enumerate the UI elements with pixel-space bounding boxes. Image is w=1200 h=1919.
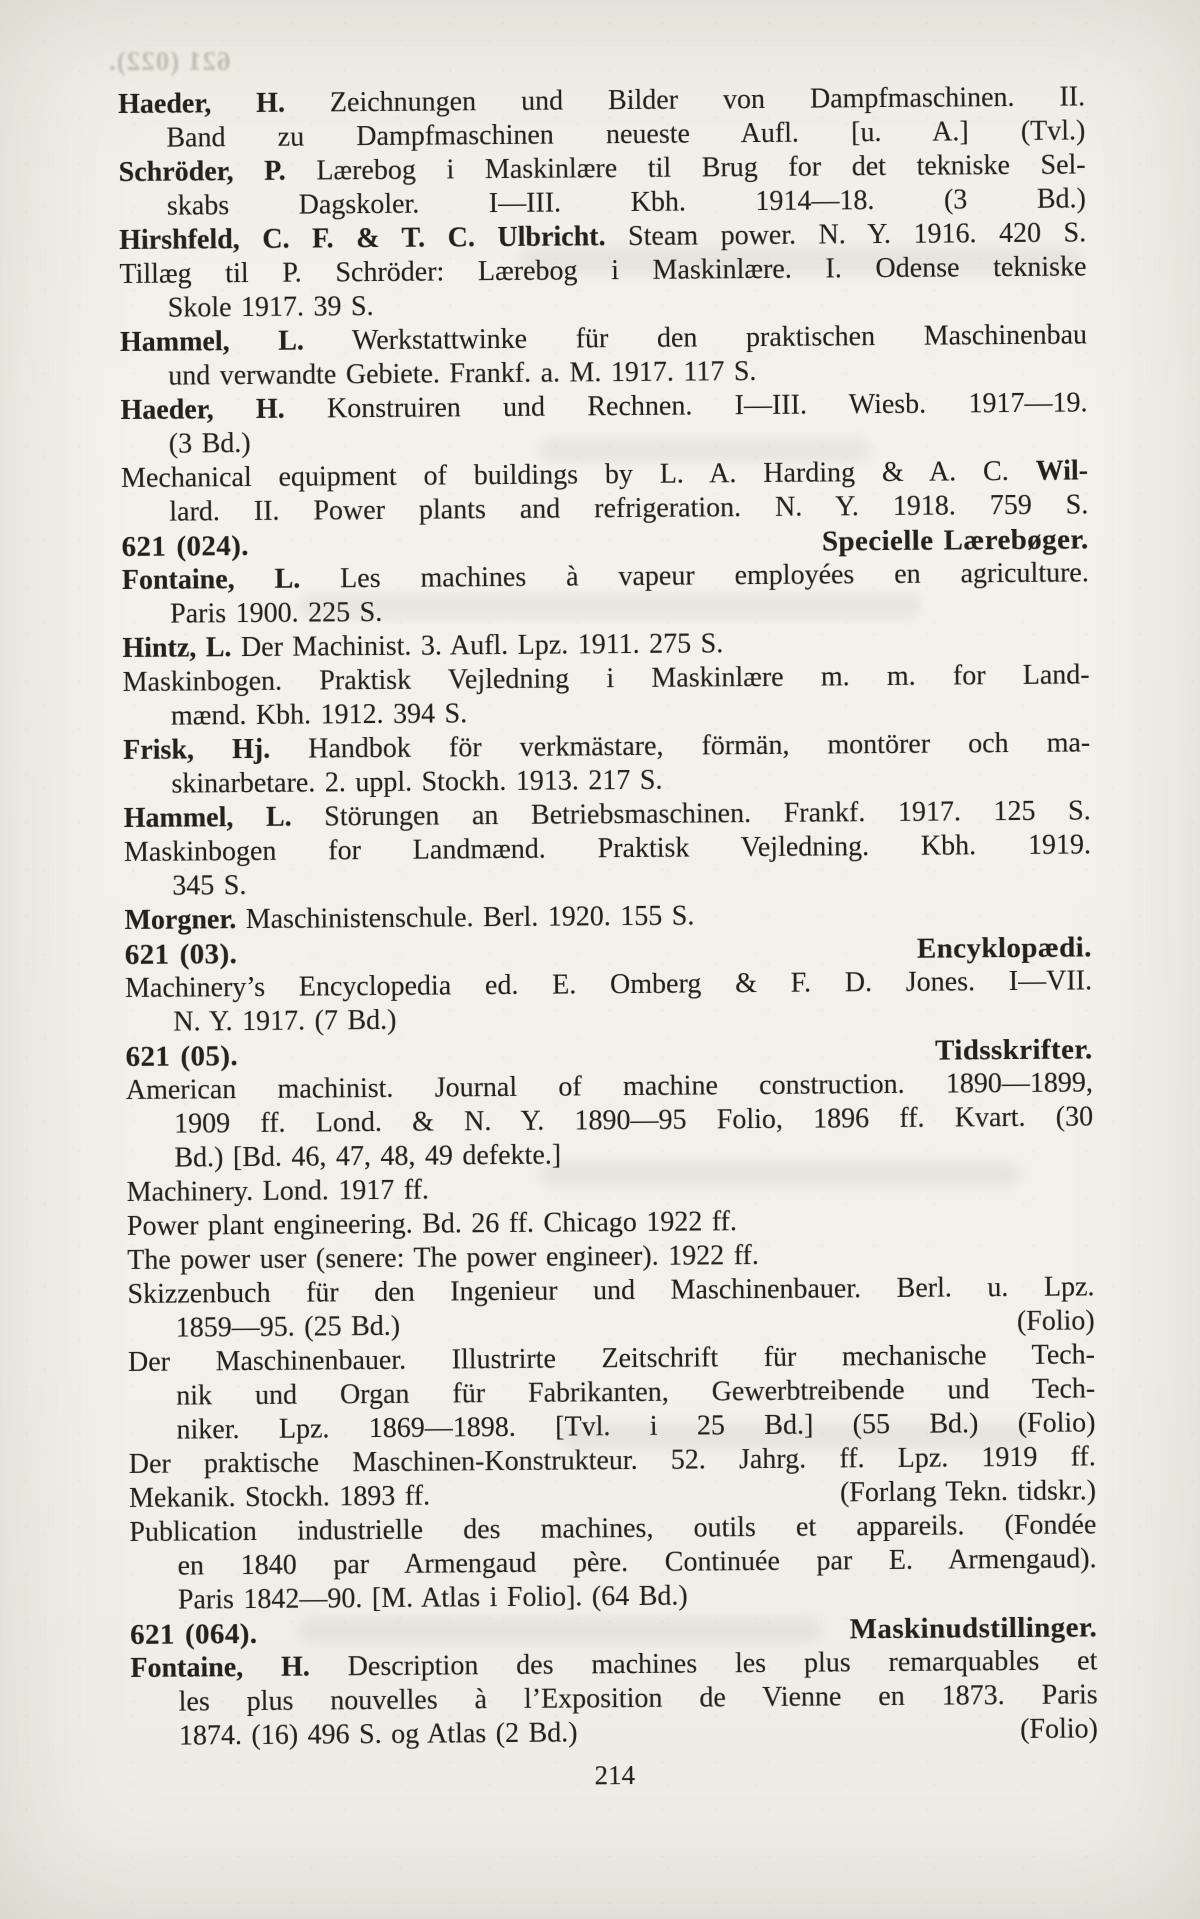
- entry-text: Machinery’s Encyclopedia ed. E. Omberg & F. D. Jones. I—VII.: [124, 965, 1093, 1004]
- entry-text: Machinery. Lond. 1917 ff.: [126, 1174, 430, 1208]
- entry-text: les plus nouvelles à l’Exposition de Vienne en 1873. Paris: [178, 1679, 1098, 1718]
- bib-line-text: [169, 489, 1088, 527]
- entry-text: 1874. (16) 496 S. og Atlas (2 Bd.): [178, 1717, 578, 1752]
- bib-line-text: [179, 1716, 578, 1753]
- bib-line: [131, 1712, 1098, 1754]
- entry-text: Mechanical equipment of buildings by L. A. Harding & A. C.: [120, 455, 1036, 494]
- bib-line-text: [122, 628, 723, 664]
- bib-line-text: [121, 455, 1088, 494]
- section-code: [125, 1039, 238, 1074]
- bib-line-text: [119, 217, 1086, 256]
- section-heading-label: Encyklopædi.: [916, 931, 1092, 965]
- entry-text: Konstruiren und Rechnen. I—III. Wiesb. 1917—19.: [284, 387, 1088, 425]
- author-name: Fontaine, H.: [130, 1651, 310, 1684]
- bib-line-text: [171, 765, 662, 800]
- entry-text: Handbok för verkmästare, förmän, montörer och ma-: [270, 727, 1091, 765]
- entry-text: Zeichnungen und Bilder von Dampfmaschinen. II.: [284, 81, 1086, 119]
- entry-text: Description des machines les plus remarquables et: [309, 1645, 1098, 1683]
- entry-text: skabs Dagskoler. I—III. Kbh. 1914—18. (3 Bd.): [166, 183, 1087, 222]
- bib-line-text: [119, 149, 1086, 188]
- bib-line-text: [127, 1271, 1094, 1310]
- author-name: Schröder, P.: [118, 155, 286, 188]
- entry-text: Skole 1917. 39 S.: [167, 290, 374, 324]
- author-name: 621 (05).: [125, 1040, 239, 1073]
- entry-text: Maskinbogen for Landmænd. Praktisk Vejledning. Kbh. 1919.: [123, 829, 1092, 868]
- bib-line-text: [126, 1067, 1093, 1106]
- entry-text: niker. Lpz. 1869—1898. [Tvl. i 25 Bd.] (55 Bd.) (Folio): [176, 1407, 1096, 1446]
- bib-line-text: [166, 115, 1085, 153]
- author-name: Morgner.: [124, 904, 237, 936]
- bib-line-text: [130, 1645, 1097, 1684]
- author-name: 621 (064).: [130, 1617, 258, 1651]
- bib-line-text: [168, 291, 374, 324]
- bib-line-text: [127, 1175, 429, 1208]
- right-note: (Folio): [1020, 1713, 1099, 1745]
- author-name: Hammel, L.: [123, 801, 292, 834]
- entry-text: und verwandte Gebiete. Frankf. a. M. 1917. 117 S.: [168, 355, 757, 392]
- entry-text: Der praktische Maschinen-Konstrukteur. 52. Jahrg. ff. Lpz. 1919 ff.: [128, 1441, 1096, 1480]
- bib-line-text: [171, 698, 467, 731]
- entry-text: (3 Bd.): [168, 427, 251, 460]
- entry-text: 1909 ff. Lond. & N. Y. 1890—95 Folio, 1896 ff. Kvart. (30: [174, 1101, 1094, 1140]
- entry-text: Skizzenbuch für den Ingenieur und Maschinenbauer. Berl. u. Lpz.: [127, 1271, 1095, 1310]
- entry-text: Werkstattwinke für den praktischen Maschinenbau: [303, 319, 1088, 357]
- entry-text: The power user (senere: The power engineer). 1922 ff.: [127, 1240, 759, 1276]
- page-number: 214: [594, 1759, 636, 1791]
- bib-line-text: [120, 319, 1087, 358]
- bib-line-text: [179, 1679, 1098, 1717]
- author-name: Hintz, L.: [122, 632, 232, 664]
- entry-text: skinarbetare. 2. uppl. Stockh. 1913. 217 S.: [171, 764, 663, 800]
- entry-text: Störungen an Betriebsmaschinen. Frankf. 1917. 125 S.: [291, 795, 1091, 833]
- bib-line-text: [177, 1543, 1096, 1581]
- bib-line-text: [122, 557, 1089, 596]
- section-heading-label: Specielle Lærebøger.: [821, 523, 1089, 558]
- entry-text: Publication industrielle des machines, outils et appareils. (Fondée: [129, 1509, 1097, 1548]
- entry-text: Maschinistenschule. Berl. 1920. 155 S.: [236, 900, 695, 936]
- bibliography-text-block: [118, 80, 1098, 1796]
- bib-line-text: [176, 1407, 1095, 1445]
- bib-line-text: [168, 356, 756, 392]
- entry-text: N. Y. 1917. (7 Bd.): [173, 1004, 397, 1038]
- author-name: Haeder, H.: [120, 393, 285, 426]
- bib-line-text: [176, 1373, 1095, 1411]
- bib-line-text: [173, 1005, 396, 1038]
- entry-text: Les machines à vapeur employées en agriculture.: [300, 557, 1089, 595]
- right-note: (Folio): [1016, 1305, 1095, 1337]
- author-name: Hammel, L.: [119, 325, 305, 358]
- author-name: Fontaine, L.: [121, 563, 301, 596]
- bib-line-text: [174, 1101, 1093, 1139]
- bib-line-text: [170, 597, 382, 630]
- bib-line-text: [129, 1509, 1096, 1548]
- bleed-through-text: 621 (022).: [108, 46, 231, 76]
- author-name: Hirshfeld, C. F. & T. C. Ulbricht.: [119, 221, 606, 256]
- entry-text: Tillæg til P. Schröder: Lærebog i Maskinlære. I. Odense tekniske: [119, 251, 1087, 290]
- entry-text: 345 S.: [172, 870, 247, 902]
- bib-line-text: [129, 1480, 430, 1516]
- entry-text: en 1840 par Armengaud père. Continuée par E. Armengaud).: [177, 1543, 1097, 1582]
- entry-text: Bd.) [Bd. 46, 47, 48, 49 defekte.]: [174, 1139, 562, 1174]
- entry-text: Steam power. N. Y. 1916. 420 S.: [605, 217, 1087, 253]
- bib-line-text: [128, 1339, 1095, 1378]
- bib-line-text: [167, 183, 1086, 221]
- section-heading-label: Maskinudstillinger.: [849, 1611, 1098, 1646]
- entry-text: 1859—95. (25 Bd.): [175, 1310, 401, 1344]
- bib-line-text: [169, 428, 251, 460]
- bib-line-text: [174, 1140, 561, 1174]
- section-code: [130, 1617, 258, 1652]
- bib-line-text: [129, 1441, 1096, 1480]
- section-heading-label: Tidsskrifter.: [934, 1033, 1093, 1067]
- bib-line-text: [118, 81, 1085, 120]
- author-name: Wil-: [1035, 455, 1089, 487]
- bib-line-text: [123, 659, 1090, 698]
- bib-line-text: [123, 727, 1090, 766]
- section-code: [125, 937, 238, 972]
- bib-line-text: [119, 251, 1086, 290]
- bib-line-text: [124, 829, 1091, 868]
- entry-text: Power plant engineering. Bd. 26 ff. Chicago 1922 ff.: [126, 1206, 738, 1242]
- author-name: 621 (024).: [121, 529, 250, 563]
- bib-line-text: [124, 795, 1091, 834]
- entry-text: Mekanik. Stockh. 1893 ff.: [128, 1480, 431, 1514]
- right-note: (Forlang Tekn. tidskr.): [839, 1475, 1097, 1509]
- entry-text: American machinist. Journal of machine construction. 1890—1899,: [125, 1067, 1093, 1106]
- bib-line-text: [127, 1240, 759, 1276]
- author-name: 621 (03).: [124, 938, 238, 971]
- author-name: Haeder, H.: [118, 87, 286, 120]
- entry-text: Der Machinist. 3. Aufl. Lpz. 1911. 275 S.: [231, 628, 724, 664]
- entry-text: Der Maschinenbauer. Illustrirte Zeitschrift für mechanische Tech-: [127, 1339, 1096, 1378]
- bib-line-text: [120, 387, 1087, 426]
- section-code: [121, 529, 249, 564]
- entry-text: Paris 1900. 225 S.: [170, 596, 383, 630]
- author-name: Frisk, Hj.: [123, 733, 271, 766]
- entry-text: Maskinbogen. Praktisk Vejledning i Maskinlære m. m. for Land-: [122, 659, 1090, 698]
- entry-text: Band zu Dampfmaschinen neueste Aufl. [u. A.] (Tvl.): [166, 115, 1086, 154]
- entry-text: nik und Organ für Fabrikanten, Gewerbtreibende und Tech-: [176, 1373, 1096, 1412]
- bib-line-text: [172, 870, 246, 902]
- bib-line-text: [127, 1206, 737, 1242]
- bib-line-text: [176, 1310, 401, 1346]
- entry-text: mænd. Kbh. 1912. 394 S.: [170, 698, 468, 732]
- bib-line-text: [124, 900, 694, 935]
- entry-text: Lærebog i Maskinlære til Brug for det tekniske Sel-: [285, 149, 1086, 187]
- bib-line-text: [125, 965, 1092, 1004]
- entry-text: lard. II. Power plants and refrigeration. N. Y. 1918. 759 S.: [169, 489, 1089, 528]
- entry-text: Paris 1842—90. [M. Atlas i Folio]. (64 Bd.): [177, 1580, 688, 1616]
- bib-line-text: [178, 1581, 688, 1616]
